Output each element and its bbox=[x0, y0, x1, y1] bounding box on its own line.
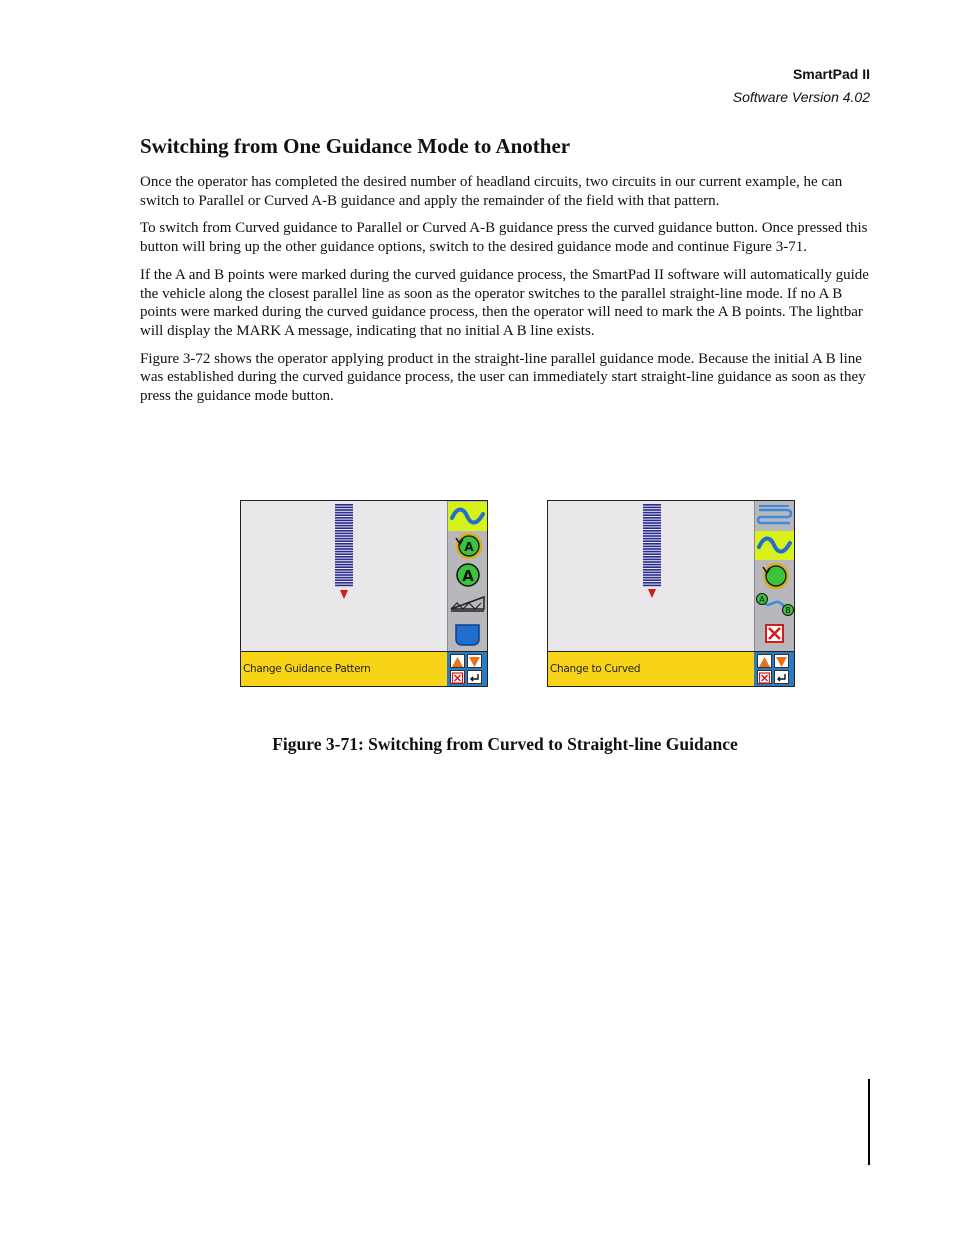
navigation-keys bbox=[754, 651, 794, 686]
swath-stripe bbox=[335, 543, 353, 545]
boom-icon bbox=[448, 591, 487, 619]
swath-stripe bbox=[335, 559, 353, 561]
swath-stripe bbox=[643, 585, 661, 587]
swath-stripe bbox=[643, 525, 661, 527]
swath-stripe bbox=[643, 556, 661, 558]
swath-stripe bbox=[643, 546, 661, 548]
circle-pivot-button[interactable] bbox=[755, 561, 794, 589]
swath-stripe bbox=[643, 509, 661, 511]
swath-stripe bbox=[335, 553, 353, 555]
svg-text:A: A bbox=[464, 540, 474, 554]
down-arrow-icon bbox=[468, 656, 481, 668]
swath-stripe bbox=[335, 548, 353, 550]
swath-stripe bbox=[643, 538, 661, 540]
paragraph-2: To switch from Curved guidance to Parallel or Curved A-B guidance press the curved guidance button. Once pressed this button will bring up the other guidance options, switch to the desired guidance mode and continue Figure 3-71. bbox=[140, 220, 868, 256]
swath-stripe bbox=[643, 561, 661, 563]
status-bar bbox=[548, 651, 755, 686]
swath-stripe bbox=[335, 530, 353, 532]
swath-stripe bbox=[335, 514, 353, 516]
mark-a-icon bbox=[448, 561, 487, 590]
return-to-a-button[interactable] bbox=[448, 532, 487, 560]
pivot-icon bbox=[755, 561, 794, 589]
swath-stripe bbox=[335, 522, 353, 524]
cancel-icon bbox=[451, 672, 464, 684]
close-icon bbox=[755, 619, 794, 649]
figure-caption: Figure 3-71: Switching from Curved to Straight-line Guidance bbox=[272, 734, 738, 754]
swath-stripe bbox=[643, 551, 661, 553]
enter-key[interactable] bbox=[467, 670, 482, 684]
header-version: Software Version 4.02 bbox=[732, 89, 870, 105]
swath-stripe bbox=[643, 522, 661, 524]
return-a-icon bbox=[448, 532, 487, 560]
section-title: Switching from One Guidance Mode to Another bbox=[140, 134, 571, 158]
swath-stripe bbox=[335, 535, 353, 537]
map-view bbox=[241, 501, 448, 651]
swath-stripe bbox=[335, 579, 353, 581]
body-text bbox=[140, 173, 870, 415]
screen-change-to-curved bbox=[547, 500, 795, 687]
curve-icon bbox=[448, 502, 487, 531]
svg-text:A: A bbox=[462, 567, 474, 585]
swath-stripe bbox=[335, 527, 353, 529]
swath-stripe bbox=[335, 569, 353, 571]
navigation-keys bbox=[447, 651, 487, 686]
cancel-icon bbox=[758, 672, 771, 684]
curved-ab-icon bbox=[755, 590, 794, 618]
up-arrow-icon bbox=[758, 656, 771, 668]
boundary-icon bbox=[448, 620, 487, 650]
cancel-key[interactable] bbox=[450, 670, 465, 684]
swath-stripe bbox=[643, 559, 661, 561]
swath-stripe bbox=[335, 572, 353, 574]
curve-icon bbox=[755, 531, 794, 560]
status-text: Change to Curved bbox=[550, 663, 641, 675]
up-arrow-icon bbox=[451, 656, 464, 668]
up-arrow-key[interactable] bbox=[757, 654, 772, 668]
header-product: SmartPad II bbox=[792, 66, 870, 82]
enter-icon bbox=[775, 672, 788, 684]
down-arrow-key[interactable] bbox=[774, 654, 789, 668]
close-options-button[interactable] bbox=[755, 619, 794, 649]
field-boundary-button[interactable] bbox=[448, 620, 487, 650]
swath-stripes bbox=[548, 501, 755, 651]
swath-stripe bbox=[643, 543, 661, 545]
paragraph-4: Figure 3-72 shows the operator applying product in the straight-line parallel guidance mode. Because the initial A B line was established during the curved guidance process, the user can immediately start straight-line guidance as soon as they press the guidance mode button. bbox=[140, 350, 866, 405]
swath-stripe bbox=[643, 566, 661, 568]
vehicle-marker bbox=[648, 589, 656, 598]
mark-a-button[interactable] bbox=[448, 561, 487, 590]
swath-stripe bbox=[335, 533, 353, 535]
swath-stripe bbox=[643, 548, 661, 550]
swath-stripe bbox=[335, 551, 353, 553]
swath-stripe bbox=[643, 535, 661, 537]
swath-stripe bbox=[335, 561, 353, 563]
status-bar bbox=[241, 651, 448, 686]
swath-stripe bbox=[335, 574, 353, 576]
swath-stripe bbox=[335, 566, 353, 568]
swath-stripe bbox=[335, 556, 353, 558]
swath-stripe bbox=[643, 517, 661, 519]
parallel-lines-icon bbox=[755, 502, 794, 530]
parallel-guidance-button[interactable] bbox=[755, 502, 794, 530]
swath-stripe bbox=[335, 525, 353, 527]
curved-guidance-button[interactable] bbox=[755, 531, 794, 560]
map-view bbox=[548, 501, 755, 651]
swath-stripe bbox=[643, 507, 661, 509]
swath-stripe bbox=[335, 585, 353, 587]
boom-button[interactable] bbox=[448, 591, 487, 619]
swath-stripe bbox=[643, 540, 661, 542]
swath-stripe bbox=[335, 512, 353, 514]
down-arrow-icon bbox=[775, 656, 788, 668]
swath-stripe bbox=[335, 507, 353, 509]
swath-stripe bbox=[335, 520, 353, 522]
curved-ab-button[interactable] bbox=[755, 590, 794, 618]
swath-stripe bbox=[643, 527, 661, 529]
guidance-options-panel bbox=[754, 501, 794, 651]
swath-stripe bbox=[643, 504, 661, 506]
swath-stripes bbox=[241, 501, 448, 651]
svg-text:A: A bbox=[759, 595, 765, 604]
vehicle-marker bbox=[340, 590, 348, 599]
status-text: Change Guidance Pattern bbox=[243, 663, 371, 675]
curved-guidance-button[interactable] bbox=[448, 502, 487, 531]
enter-key[interactable] bbox=[774, 670, 789, 684]
swath-stripe bbox=[335, 546, 353, 548]
swath-stripe bbox=[643, 572, 661, 574]
swath-stripe bbox=[335, 540, 353, 542]
guidance-button-panel bbox=[447, 501, 487, 651]
swath-stripe bbox=[643, 569, 661, 571]
swath-stripe bbox=[335, 538, 353, 540]
swath-stripe bbox=[643, 577, 661, 579]
swath-stripe bbox=[643, 514, 661, 516]
swath-stripe bbox=[335, 582, 353, 584]
swath-stripe bbox=[643, 520, 661, 522]
up-arrow-key[interactable] bbox=[450, 654, 465, 668]
swath-stripe bbox=[335, 517, 353, 519]
swath-stripe bbox=[643, 533, 661, 535]
swath-stripe bbox=[335, 564, 353, 566]
paragraph-1: Once the operator has completed the desired number of headland circuits, two circuits in our current example, he can switch to Parallel or Curved A-B guidance and apply the remainder of the field with that pattern. bbox=[140, 174, 843, 209]
page-margin-rule bbox=[868, 1079, 870, 1165]
down-arrow-key[interactable] bbox=[467, 654, 482, 668]
swath-stripe bbox=[643, 574, 661, 576]
swath-stripe bbox=[643, 579, 661, 581]
swath-stripe bbox=[643, 512, 661, 514]
svg-text:B: B bbox=[785, 606, 791, 615]
swath-stripe bbox=[335, 509, 353, 511]
cancel-key[interactable] bbox=[757, 670, 772, 684]
enter-icon bbox=[468, 672, 481, 684]
swath-stripe bbox=[335, 504, 353, 506]
paragraph-3: If the A and B points were marked during the curved guidance process, the SmartPad II software will automatically guide the vehicle along the closest parallel line as soon as the operator switches to the parallel straight-line mode. If no A B points were marked during the curved guidance process, then the operator will need to mark the A B points. The lightbar will display the MARK A message, indicating that no initial A B line exists. bbox=[140, 266, 869, 339]
swath-stripe bbox=[643, 564, 661, 566]
swath-stripe bbox=[643, 530, 661, 532]
swath-stripe bbox=[335, 577, 353, 579]
swath-stripe bbox=[643, 582, 661, 584]
screen-change-guidance-pattern bbox=[240, 500, 488, 687]
swath-stripe bbox=[643, 553, 661, 555]
